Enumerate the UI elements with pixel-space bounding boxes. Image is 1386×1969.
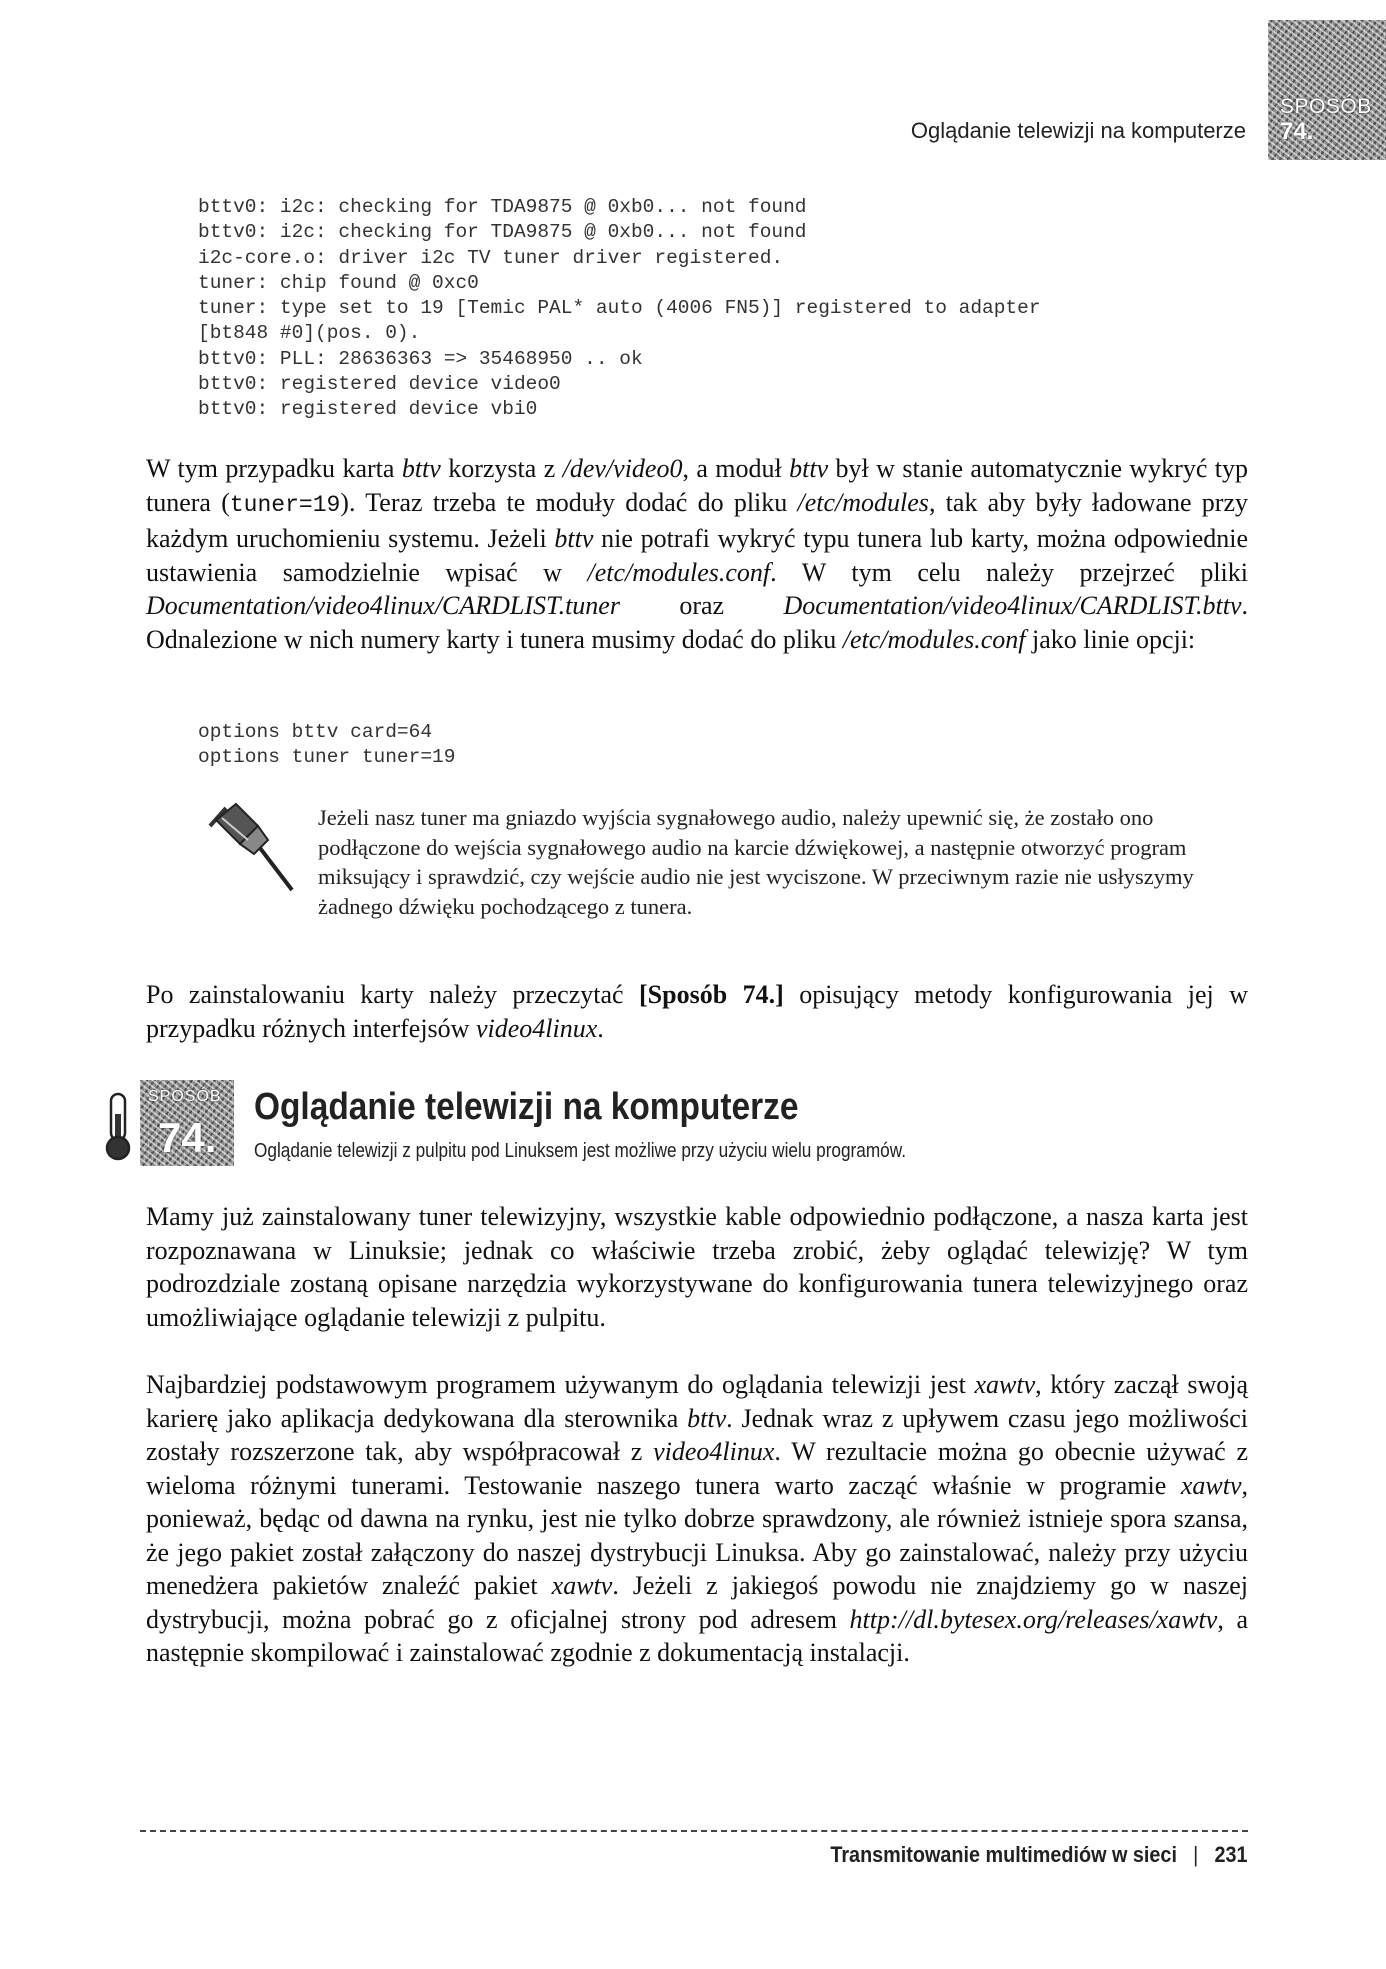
inline-path: Documentation/video4linux/CARDLIST.tuner <box>146 591 620 620</box>
code-line: tuner: chip found @ 0xc0 <box>198 271 479 294</box>
paragraph-intro: Mamy już zainstalowany tuner telewizyjny, wszystkie kable odpowiednio podłączone, a nasza karta jest rozpoznawana w Linuksie; jednak co właściwie trzeba zrobić, żeby oglądać telewizję? W tym podrozdziale zostaną opisane narzędzia wykorzystywane do konfigurowania tunera telewizyjnego oraz umożliwiające oglądanie telewizji z pulpitu. <box>146 1202 1248 1332</box>
code-line: bttv0: i2c: checking for TDA9875 @ 0xb0... not found <box>198 196 807 218</box>
code-line: [bt848 #0](pos. 0). <box>198 322 421 345</box>
inline-url: http://dl.bytesex.org/releases/xawtv <box>849 1604 1218 1634</box>
hack-badge <box>140 1080 234 1166</box>
footer-separator: | <box>1193 1842 1199 1867</box>
paragraph-xawtv: Najbardziej podstawowym programem używanym do oglądania telewizji jest xawtv, który zaczął swoją karierę jako aplikacja dedykowana dla sterownika bttv. Jednak wraz z upływem czasu jego możliwości zostały rozszerzone tak, aby współpracował z video4linux. W rezultacie można go obecnie używać z wieloma różnymi tunerami. Testowanie naszego tunera warto zacząć właśnie w programie xawtv, ponieważ, będąc od dawna na rynku, jest nie tylko dobrze sprawdzony, ale również istnieje spora szansa, że jego pakiet został załączony do naszej dystrybucji Linuksa. Aby go zainstalować, należy przy użyciu menedżera pakietów znaleźć pakiet xawtv. Jeżeli z jakiegoś powodu nie znajdziemy go w naszej dystrybucji, można pobrać go z oficjalnej strony pod adresem http://dl.bytesex.org/releases/xawtv, a następnie skompilować i zainstalować zgodnie z dokumentacją instalacji. <box>146 1370 1248 1667</box>
page-number: 231 <box>1214 1842 1248 1867</box>
hack-subtitle: Oglądanie telewizji z pulpitu pod Linuksem jest możliwe przy użyciu wielu programów. <box>254 1140 906 1162</box>
paragraph-bttv-detection: W tym przypadku karta bttv korzysta z /dev/video0, a moduł bttv był w stanie automatycznie wykryć typ tunera (tuner=19). Teraz trzeba te moduły dodać do pliku /etc/modules, tak aby były ładowane przy każdym uruchomieniu systemu. Jeżeli bttv nie potrafi wykryć typu tunera lub karty, można odpowiednie ustawienia samodzielnie wpisać w /etc/modules.conf. W tym celu należy przejrzeć pliki Documentation/video4linux/CARDLIST.tuner oraz Documentation/video4linux/CARDLIST.bttv. Odnalezione w nich numery karty i tunera musimy dodać do pliku /etc/modules.conf jako linie opcji: <box>146 454 1248 654</box>
inline-term: xawtv <box>974 1370 1036 1399</box>
inline-path: Documentation/video4linux/CARDLIST.bttv <box>783 591 1242 620</box>
hack-section-header <box>100 1080 1300 1170</box>
corner-badge-number: 74. <box>1280 118 1314 145</box>
inline-path: /dev/video0 <box>562 454 683 483</box>
running-header: Oglądanie telewizji na komputerze <box>910 118 1246 143</box>
inline-term: xawtv <box>1180 1470 1242 1500</box>
inline-path: /etc/modules <box>797 487 929 517</box>
hack-title: Oglądanie telewizji na komputerze <box>254 1086 799 1128</box>
footer-rule <box>140 1830 1248 1832</box>
code-line: options bttv card=64 <box>198 721 433 743</box>
code-line: i2c-core.o: driver i2c TV tuner driver registered. <box>198 246 784 269</box>
code-line: bttv0: registered device video0 <box>198 373 561 396</box>
inline-term: video4linux <box>475 1013 598 1043</box>
inline-term: bttv <box>554 524 594 553</box>
inline-path: /etc/modules.conf <box>587 557 771 587</box>
paragraph-after-install: Po zainstalowaniu karty należy przeczytać [Sposób 74.] opisujący metody konfigurowania jej w przypadku różnych interfejsów video4linux. <box>146 980 1248 1043</box>
inline-term: video4linux <box>653 1437 775 1466</box>
corner-hack-badge <box>1268 20 1386 160</box>
inline-path: /etc/modules.conf <box>842 624 1026 654</box>
code-line: options tuner tuner=19 <box>198 746 456 769</box>
code-line: bttv0: PLL: 28636363 => 35468950 .. ok <box>198 347 643 370</box>
code-line: bttv0: registered device vbi0 <box>198 398 538 421</box>
code-line: bttv0: i2c: checking for TDA9875 @ 0xb0... not found <box>198 221 807 244</box>
inline-term: bttv <box>687 1403 727 1433</box>
code-line: tuner: type set to 19 [Temic PAL* auto (4006 FN5)] registered to adapter <box>198 297 1041 320</box>
inline-code: tuner=19 <box>229 491 341 518</box>
page-footer <box>831 1842 1248 1868</box>
hack-reference: [Sposób 74.] <box>639 980 784 1009</box>
note-text: Jeżeli nasz tuner ma gniazdo wyjścia sygnałowego audio, należy upewnić się, że zostało ono podłączone do wejścia sygnałowego audio na karcie dźwiękowej, a następnie otworzyć program miksujący i sprawdzić, czy wejście audio nie jest wyciszone. W przeciwnym razie nie usłyszymy żadnego dźwięku pochodzącego z tunera. <box>318 805 1194 919</box>
inline-term: bttv <box>789 454 829 483</box>
inline-term: bttv <box>401 454 441 483</box>
hack-badge-label: SPOSÓB <box>148 1088 222 1105</box>
code-block-dmesg <box>198 195 1041 423</box>
corner-badge-label: SPOSÓB <box>1280 95 1372 118</box>
pushpin-icon <box>196 800 306 900</box>
footer-section-title: Transmitowanie multimediów w sieci <box>830 1842 1178 1867</box>
thermometer-icon <box>100 1092 136 1162</box>
code-block-options <box>198 720 455 771</box>
hack-badge-number: 74. <box>158 1114 217 1161</box>
inline-term: xawtv <box>551 1571 613 1600</box>
